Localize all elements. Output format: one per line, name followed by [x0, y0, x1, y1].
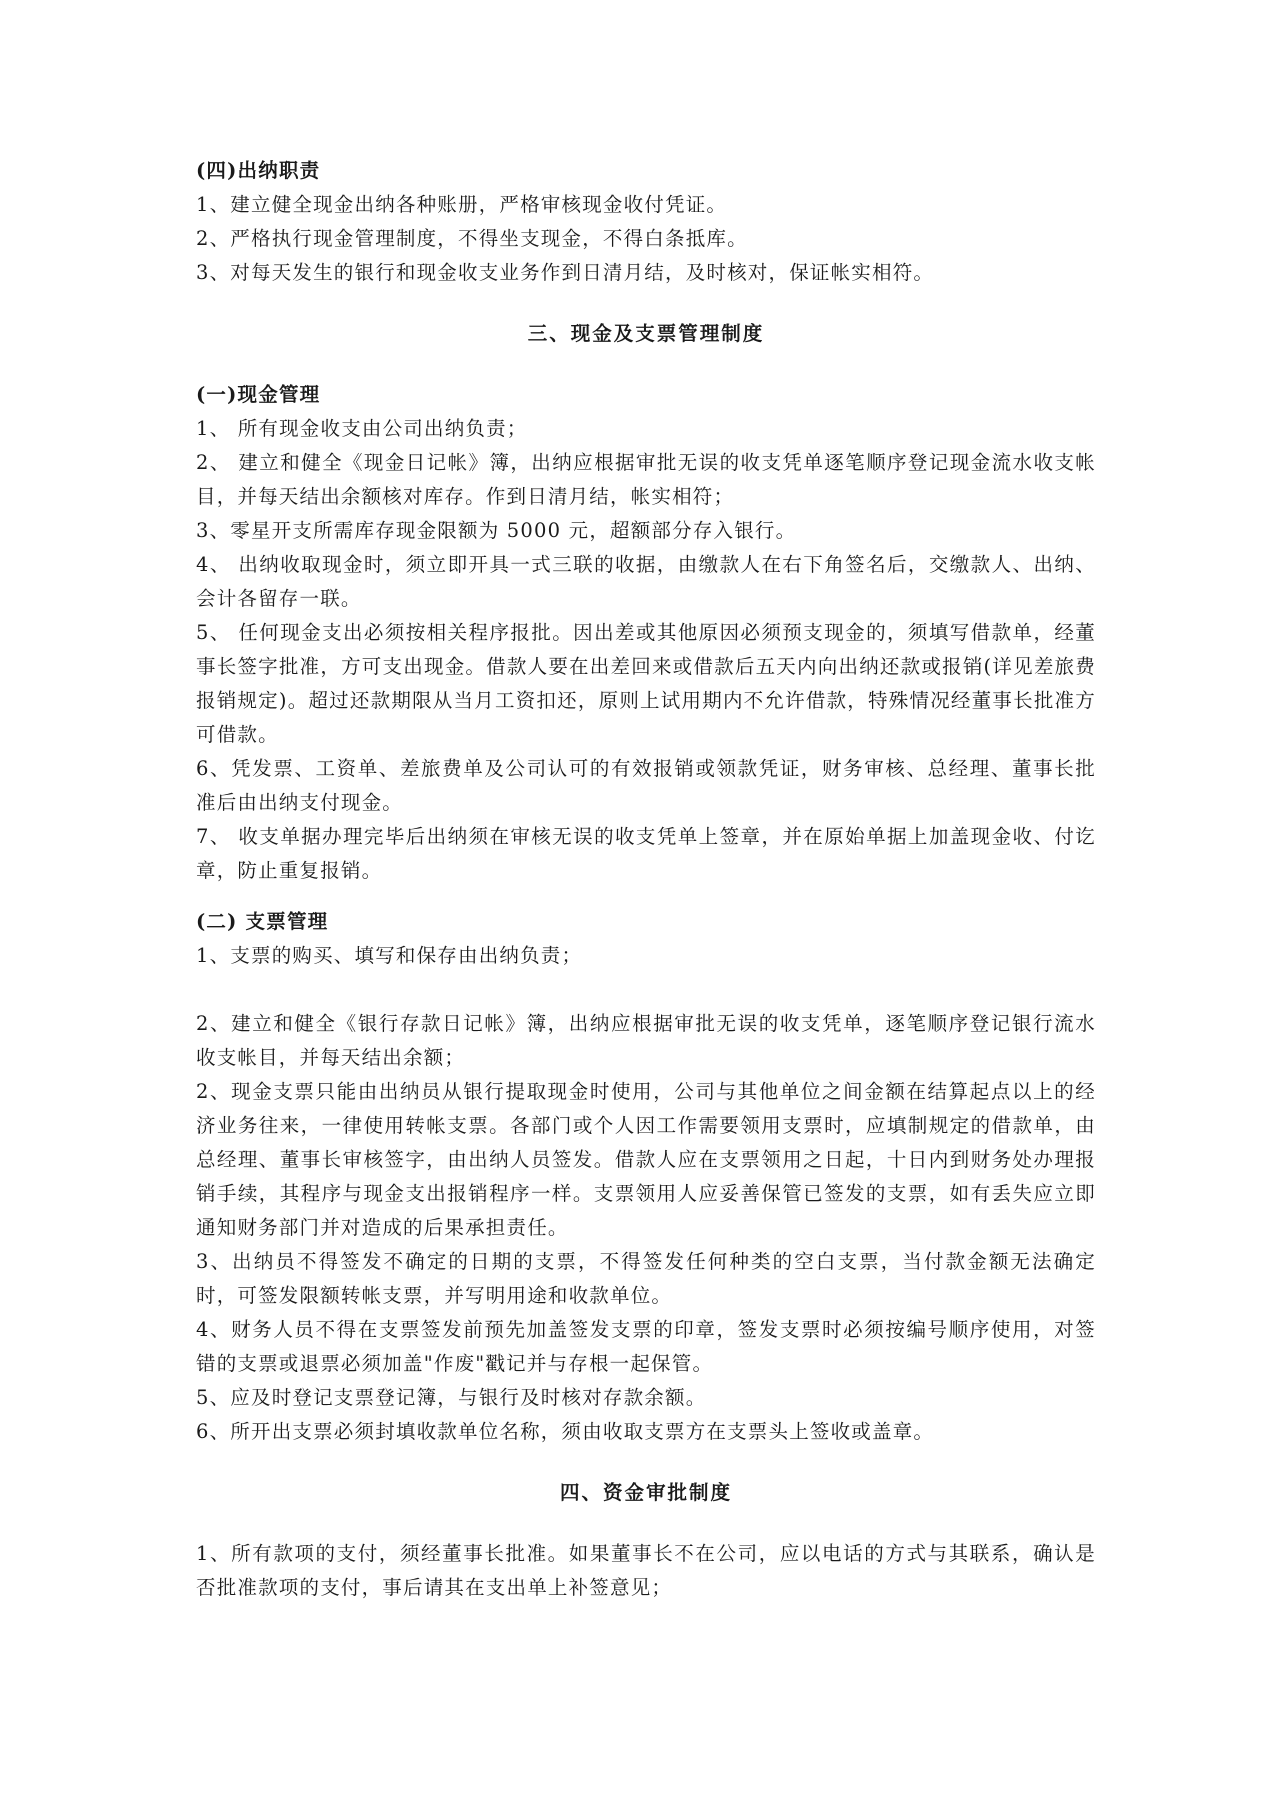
section4-title: 四、资金审批制度 — [559, 1481, 732, 1504]
approval-item: 1、所有款项的支付，须经董事长批准。如果董事长不在公司，应以电话的方式与其联系，确认是否批准款项的支付，事后请其在支出单上补签意见； — [196, 1542, 1096, 1599]
cheque-item: 2、建立和健全《银行存款日记帐》簿，出纳应根据审批无误的收支凭单，逐笔顺序登记银行流水收支帐目，并每天结出余额； — [196, 1012, 1096, 1069]
cashier-duty-item: 2、严格执行现金管理制度，不得坐支现金，不得白条抵库。 — [196, 227, 748, 250]
cash-item: 3、零星开支所需库存现金限额为 5000 元，超额部分存入银行。 — [196, 519, 797, 542]
cash-item: 4、 出纳收取现金时，须立即开具一式三联的收据，由缴款人在右下角签名后，交缴款人、出纳、会计各留存一联。 — [196, 553, 1096, 610]
cheque-management-heading: (二) 支票管理 — [196, 910, 329, 933]
cashier-duties-heading: (四)出纳职责 — [196, 159, 321, 182]
cash-item: 2、 建立和健全《现金日记帐》簿，出纳应根据审批无误的收支凭单逐笔顺序登记现金流水收支帐目，并每天结出余额核对库存。作到日清月结，帐实相符； — [196, 451, 1096, 508]
section3-title: 三、现金及支票管理制度 — [527, 322, 765, 345]
cash-item: 5、 任何现金支出必须按相关程序报批。因出差或其他原因必须预支现金的，须填写借款单，经董事长签字批准，方可支出现金。借款人要在出差回来或借款后五天内向出纳还款或报销(详见差旅费报销规定)。超过还款期限从当月工资扣还，原则上试用期内不允许借款，特殊情况经董事长批准方可借款。 — [196, 621, 1096, 746]
cheque-item: 1、支票的购买、填写和保存由出纳负责； — [196, 944, 583, 967]
cashier-duty-item: 3、对每天发生的银行和现金收支业务作到日清月结，及时核对，保证帐实相符。 — [196, 261, 935, 284]
cheque-item: 4、财务人员不得在支票签发前预先加盖签发支票的印章，签发支票时必须按编号顺序使用，对签错的支票或退票必须加盖"作废"戳记并与存根一起保管。 — [196, 1318, 1096, 1375]
cash-item: 1、 所有现金收支由公司出纳负责； — [196, 417, 528, 440]
cash-management-heading: (一)现金管理 — [196, 383, 321, 406]
cheque-item: 6、所开出支票必须封填收款单位名称，须由收取支票方在支票头上签收或盖章。 — [196, 1420, 935, 1443]
cheque-item: 5、应及时登记支票登记簿，与银行及时核对存款余额。 — [196, 1386, 707, 1409]
cash-item: 6、凭发票、工资单、差旅费单及公司认可的有效报销或领款凭证，财务审核、总经理、董事长批准后由出纳支付现金。 — [196, 757, 1096, 814]
document-page — [196, 154, 1096, 1605]
cash-item: 7、 收支单据办理完毕后出纳须在审核无误的收支凭单上签章，并在原始单据上加盖现金收、付讫章，防止重复报销。 — [196, 825, 1096, 882]
cheque-item: 2、现金支票只能由出纳员从银行提取现金时使用，公司与其他单位之间金额在结算起点以上的经济业务往来，一律使用转帐支票。各部门或个人因工作需要领用支票时，应填制规定的借款单，由总经理、董事长审核签字，由出纳人员签发。借款人应在支票领用之日起，十日内到财务处办理报销手续，其程序与现金支出报销程序一样。支票领用人应妥善保管已签发的支票，如有丢失应立即通知财务部门并对造成的后果承担责任。 — [196, 1080, 1096, 1239]
cheque-item: 3、出纳员不得签发不确定的日期的支票，不得签发任何种类的空白支票，当付款金额无法确定时，可签发限额转帐支票，并写明用途和收款单位。 — [196, 1250, 1096, 1307]
cashier-duty-item: 1、建立健全现金出纳各种账册，严格审核现金收付凭证。 — [196, 193, 728, 216]
